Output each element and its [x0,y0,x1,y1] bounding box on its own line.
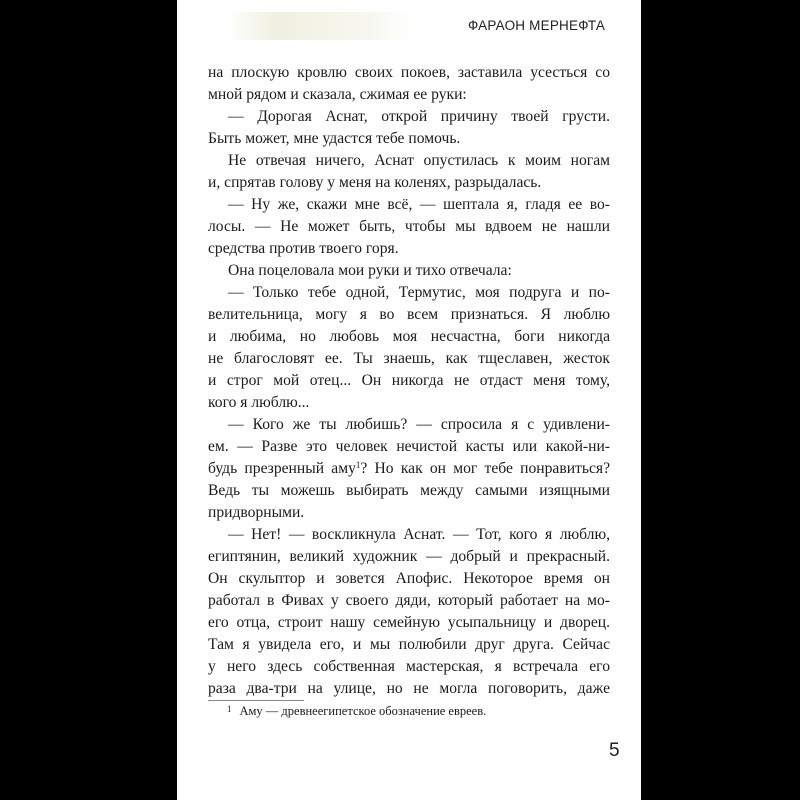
text-line [208,392,610,414]
book-page [177,0,641,800]
text-line-content: у него здесь собственная мастерская, я встречала его [208,658,610,675]
footnote [227,704,486,719]
text-line-content: придворными. [208,504,305,521]
text-line [208,150,610,172]
text-line [208,524,610,546]
text-line [208,260,610,282]
text-line-content: Он скульптор и зовется Апофис. Некоторое время он [208,570,610,587]
text-line-content: будь презренный аму [208,460,356,477]
text-line [208,326,610,348]
left-black-margin [0,0,177,800]
text-line [208,590,610,612]
text-line-content: Не отвечая ничего, Аснат опустилась к моим ногам [228,152,610,169]
text-line [208,282,610,304]
footnote-text: Аму — древнеегипетское обозначение евреев. [239,704,487,718]
text-line-content: — Только тебе одной, Термутис, моя подруга и по- [228,284,610,301]
footnote-mark: 1 [227,704,232,714]
text-line-content: Она поцеловала мои руки и тихо отвечала: [228,262,512,279]
text-line [208,128,610,150]
text-line [208,216,610,238]
text-line [208,634,610,656]
text-line-content: и любима, но любовь моя несчастна, боги никогда [208,328,610,345]
text-line-content: — Дорогая Аснат, открой причину твоей грусти. [228,108,610,125]
text-line-content: средства против твоего горя. [208,240,399,257]
text-line-content: на плоскую кровлю своих покоев, заставила усесться со [208,64,610,81]
text-line [208,502,610,524]
text-line [208,414,610,436]
text-line-content: и, спрятав голову у меня на коленях, разрыдалась. [208,174,542,191]
text-line [208,480,610,502]
text-line-content: раза два-три на улице, но не могла поговорить, даже [208,680,610,697]
text-line-content: — Ну же, скажи мне всё, — шептала я, гладя ее во- [228,196,610,213]
footnote-rule [208,700,304,701]
text-line [208,304,610,326]
text-line [208,194,610,216]
right-black-margin [641,0,800,800]
text-line-content: велительница, могу я во всем признаться. Я люблю [208,306,610,323]
text-line-content: — Кого же ты любишь? — спросила я с удивлени- [228,416,610,433]
text-line-content: Ведь ты можешь выбирать между самыми изящными [208,482,610,499]
page-number: 5 [609,740,620,761]
text-line [208,568,610,590]
footnote-reference: 1 [355,460,361,470]
text-line [208,546,610,568]
text-line [208,238,610,260]
text-line [208,84,610,106]
text-line-content: — Нет! — воскликнула Аснат. — Тот, кого я люблю, [228,526,610,543]
text-line [208,656,610,678]
text-line [208,678,610,700]
body-text [208,62,610,700]
text-line-content: ем. — Разве это человек нечистой касты или какой-ни- [208,438,610,455]
text-line-content: не благословят ее. Ты знаешь, как тщеславен, жесток [208,350,610,367]
text-line [208,436,610,458]
text-line [208,172,610,194]
running-head: ФАРАОН МЕРНЕФТА [468,18,606,33]
text-line-content: египтянин, великий художник — добрый и прекрасный. [208,548,610,565]
text-line [208,612,610,634]
text-line-content: Там я увидела его, и мы полюбили друг друга. Сейчас [208,636,610,653]
text-line-continuation: ? Но как он мог тебе понравиться? [360,460,610,477]
text-line-content: работал в Фивах у своего дяди, который работает на мо- [208,592,610,609]
text-line-content: лосы. — Не может быть, чтобы мы вдвоем не нашли [208,218,610,235]
text-line [208,458,610,480]
text-line-content: мной рядом и сказала, сжимая ее руки: [208,86,467,103]
text-line [208,370,610,392]
text-line [208,62,610,84]
text-line [208,348,610,370]
text-line-content: и строг мой отец... Он никогда не отдаст меня тому, [208,372,610,389]
text-line-content: кого я люблю... [208,394,310,411]
text-line-content: его отца, строит нашу семейную усыпальницу и дворец. [208,614,610,631]
scan-smudge [227,12,417,40]
text-line [208,106,610,128]
text-line-content: Быть может, мне удастся тебе помочь. [208,130,461,147]
